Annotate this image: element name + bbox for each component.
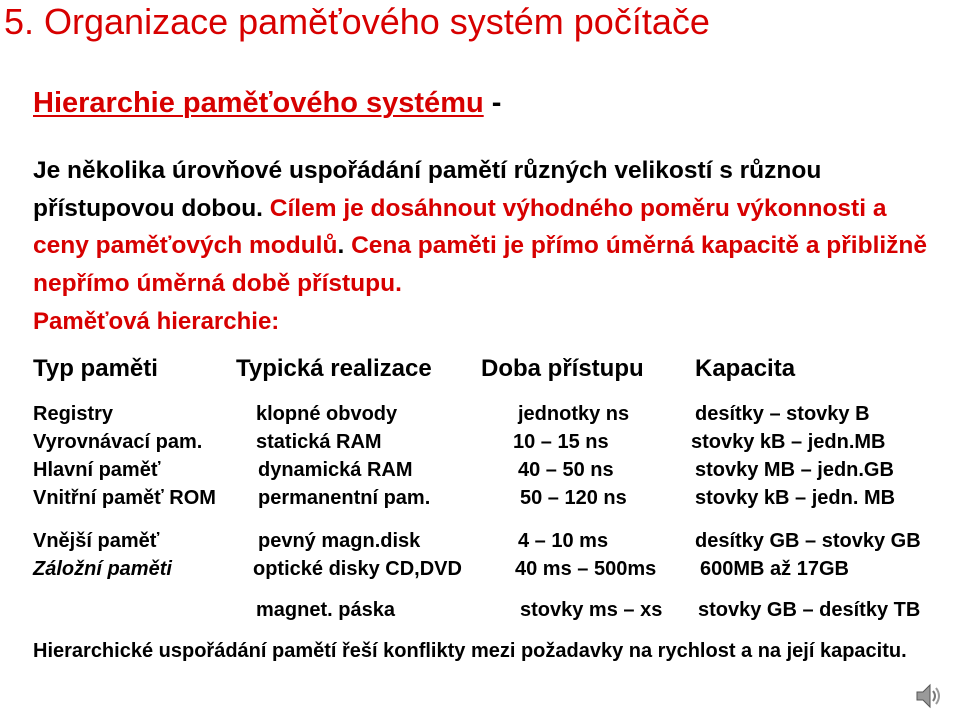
hierarchy-link[interactable]: Hierarchie paměťového systému (33, 87, 484, 119)
row-tape-access: stovky ms – xs (520, 599, 663, 621)
row-cache-capacity: stovky kB – jedn.MB (691, 431, 886, 453)
intro-text-1: Je několika úrovňové uspořádání pamětí různých velikostí s různou přístupovou dobou. (33, 157, 822, 222)
row-rom-type: Vnitřní paměť ROM (33, 487, 216, 509)
row-tape-capacity: stovky GB – desítky TB (698, 599, 921, 621)
row-rom-realization: permanentní pam. (258, 487, 431, 509)
row-external-access: 4 – 10 ms (518, 530, 609, 552)
row-registry-capacity: desítky – stovky B (695, 403, 870, 425)
intro-paragraph (33, 152, 938, 302)
section-heading (33, 86, 501, 120)
row-main-type: Hlavní paměť (33, 459, 161, 481)
section-heading-suffix: - (483, 87, 502, 119)
header-realization: Typická realizace (236, 355, 432, 382)
row-main-realization: dynamická RAM (258, 459, 413, 481)
row-backup-type: Záložní paměti (33, 558, 172, 580)
speaker-icon[interactable] (914, 681, 944, 711)
conclusion-text: Hierarchické uspořádání pamětí řeší konflikty mezi požadavky na rychlost a na její kapacitu. (33, 640, 907, 662)
header-type: Typ paměti (33, 355, 158, 382)
row-main-capacity: stovky MB – jedn.GB (695, 459, 894, 481)
header-access-time: Doba přístupu (481, 355, 644, 382)
row-external-type: Vnější paměť (33, 530, 160, 552)
hierarchy-label: Paměťová hierarchie: (33, 308, 280, 335)
row-tape-realization: magnet. páska (256, 599, 395, 621)
row-main-access: 40 – 50 ns (518, 459, 614, 481)
row-cache-type: Vyrovnávací pam. (33, 431, 203, 453)
row-backup-capacity: 600MB až 17GB (700, 558, 849, 580)
header-capacity: Kapacita (695, 355, 796, 382)
row-registry-type: Registry (33, 403, 114, 425)
intro-text-3: . (337, 232, 352, 259)
row-registry-access: jednotky ns (518, 403, 630, 425)
slide-title: 5. Organizace paměťového systém počítače (4, 1, 710, 42)
row-rom-capacity: stovky kB – jedn. MB (695, 487, 896, 509)
row-external-realization: pevný magn.disk (258, 530, 421, 552)
row-cache-realization: statická RAM (256, 431, 382, 453)
row-registry-realization: klopné obvody (256, 403, 398, 425)
row-backup-realization: optické disky CD,DVD (253, 558, 462, 580)
row-cache-access: 10 – 15 ns (513, 431, 609, 453)
row-backup-access: 40 ms – 500ms (515, 558, 657, 580)
intro-text-goal: Cílem je dosáhnout výhodného poměru výkonnosti a ceny paměťových modulů (33, 194, 887, 259)
row-external-capacity: desítky GB – stovky GB (695, 530, 921, 552)
intro-text-price: Cena paměti je přímo úměrná kapacitě a přibližně nepřímo úměrná době přístupu. (33, 232, 928, 297)
row-rom-access: 50 – 120 ns (520, 487, 627, 509)
